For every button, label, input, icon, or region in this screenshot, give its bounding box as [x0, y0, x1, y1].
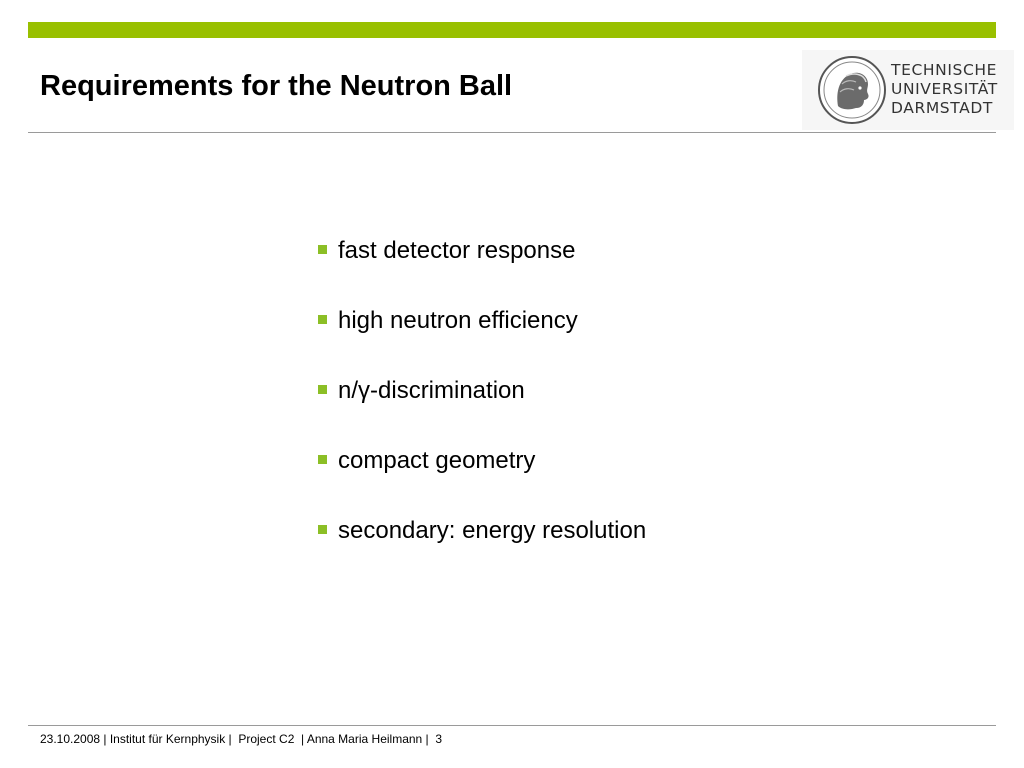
athena-head-emblem-icon [816, 54, 888, 126]
top-accent-bar [28, 22, 996, 38]
bullet-list [318, 232, 646, 582]
bullet-text: compact geometry [338, 447, 536, 474]
footer-divider [28, 725, 996, 726]
logo-wordmark [891, 61, 998, 118]
list-item [318, 372, 646, 442]
square-bullet-icon [318, 385, 327, 394]
footer-text: 23.10.2008 | Institut für Kernphysik | Project C2 | Anna Maria Heilmann | 3 [40, 732, 443, 746]
square-bullet-icon [318, 455, 327, 464]
logo-line-3: DARMSTADT [891, 99, 993, 117]
slide-title: Requirements for the Neutron Ball [40, 70, 513, 102]
bullet-text: fast detector response [338, 237, 576, 264]
list-item [318, 512, 646, 582]
list-item [318, 302, 646, 372]
bullet-text: high neutron efficiency [338, 307, 578, 334]
bullet-text: secondary: energy resolution [338, 517, 647, 544]
list-item [318, 442, 646, 512]
square-bullet-icon [318, 315, 327, 324]
list-item [318, 232, 646, 302]
square-bullet-icon [318, 525, 327, 534]
logo-line-1: TECHNISCHE [891, 61, 998, 79]
university-logo [802, 50, 1014, 130]
logo-line-2: UNIVERSITÄT [891, 80, 998, 98]
bullet-text: n/γ-discrimination [338, 377, 525, 404]
square-bullet-icon [318, 245, 327, 254]
header-divider [28, 132, 996, 133]
